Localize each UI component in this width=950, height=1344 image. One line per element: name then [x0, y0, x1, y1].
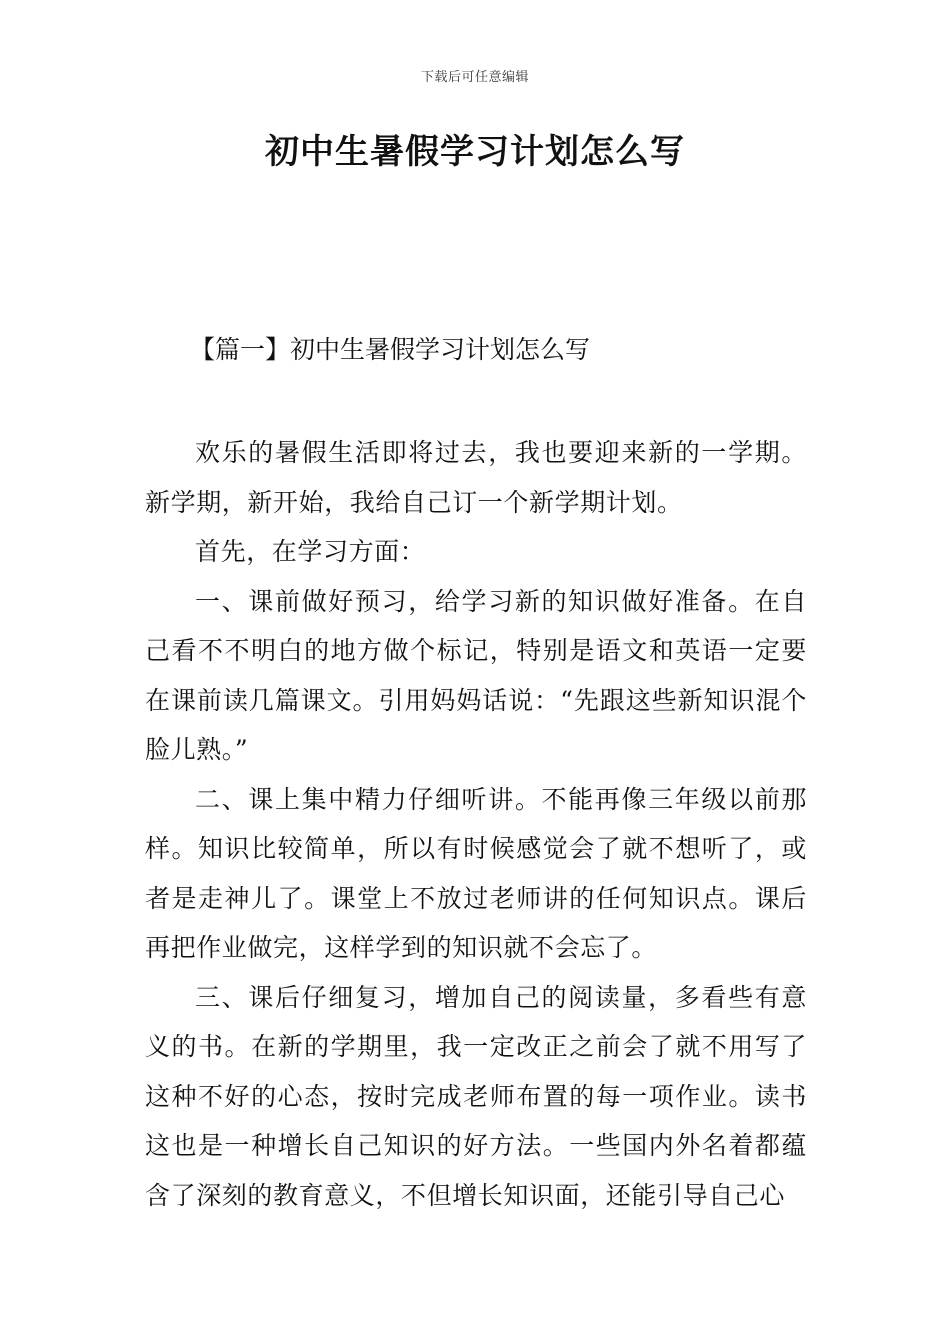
- document-body: [145, 428, 807, 1220]
- header-note: 下载后可任意编辑: [420, 70, 529, 85]
- paragraph: 一、课前做好预习，给学习新的知识做好准备。在自己看不不明白的地方做个标记，特别是语文和英语一定要在课前读几篇课文。引用妈妈话说：“先跟这些新知识混个脸儿熟。”: [145, 586, 807, 764]
- paragraph: 三、课后仔细复习，增加自己的阅读量，多看些有意义的书。在新的学期里，我一定改正之前会了就不用写了这种不好的心态，按时完成老师布置的每一项作业。读书这也是一种增长自己知识的好方法。一些国内外名着都蕴含了深刻的教育意义，不但增长知识面，还能引导自己心: [145, 982, 807, 1210]
- paragraph: 欢乐的暑假生活即将过去，我也要迎来新的一学期。新学期，新开始，我给自己订一个新学期计划。: [145, 438, 807, 517]
- paragraph: 二、课上集中精力仔细听讲。不能再像三年级以前那样。知识比较简单，所以有时候感觉会了就不想听了，或者是走神儿了。课堂上不放过老师讲的任何知识点。课后再把作业做完，这样学到的知识就不会忘了。: [145, 784, 807, 962]
- paragraph: 首先，在学习方面：: [195, 537, 426, 566]
- section-heading: 【篇一】初中生暑假学习计划怎么写: [190, 335, 591, 364]
- page-title: 初中生暑假学习计划怎么写: [265, 132, 685, 172]
